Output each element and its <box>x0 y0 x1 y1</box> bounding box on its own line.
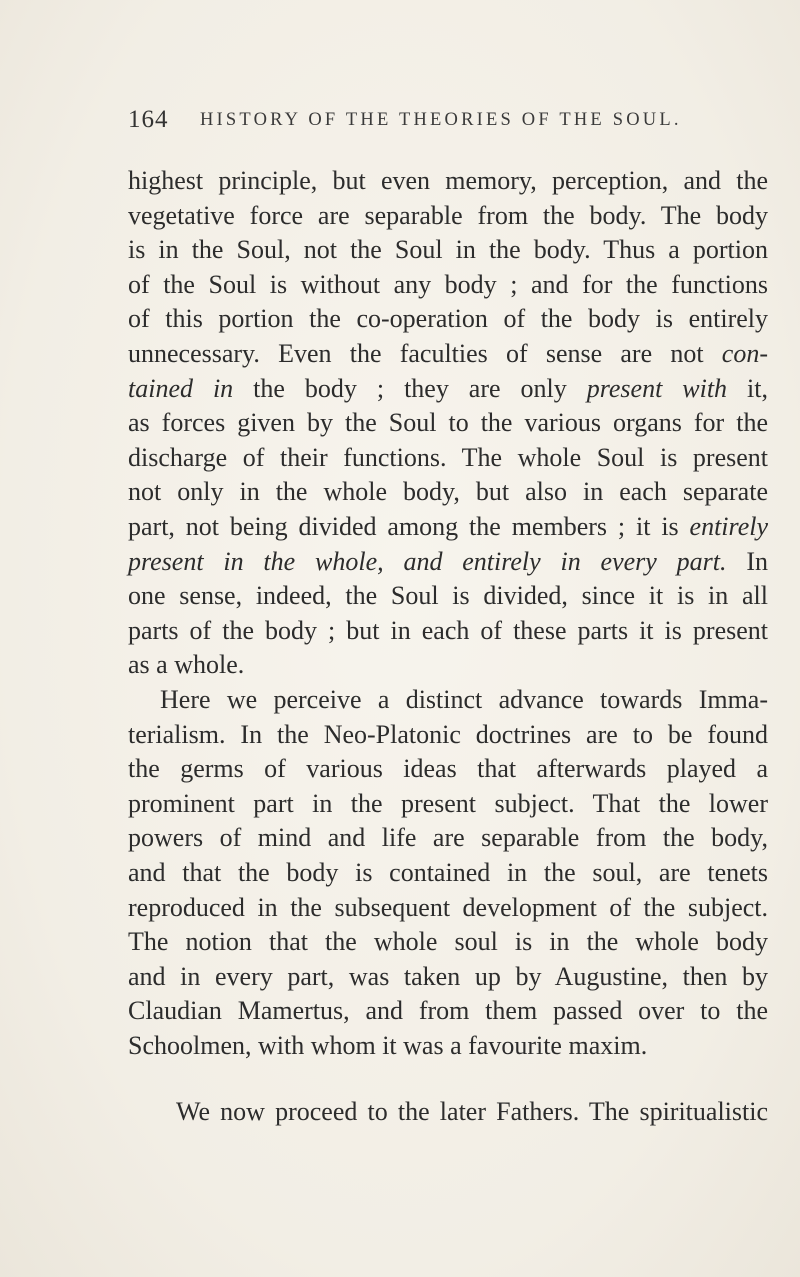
text-line: discharge of their functions. The whole Soul is present <box>128 442 768 472</box>
text-line: prominent part in the present subject. That the lower <box>128 788 768 818</box>
text-line: of this portion the co-operation of the body is entirely <box>128 304 768 334</box>
text-line: highest principle, but even memory, perception, and the <box>128 166 768 195</box>
text-line: terialism. In the Neo-Platonic doctrines are to be found <box>128 719 768 749</box>
text-line: Schoolmen, with whom it was a favourite maxim. <box>128 1031 648 1060</box>
text-line: parts of the body ; but in each of these parts it is present <box>128 615 768 645</box>
text-line: and that the body is contained in the soul, are tenets <box>128 858 768 887</box>
text-line: powers of mind and life are separable from the body, <box>128 823 768 853</box>
text-line: tained in the body ; they are only present with it, <box>128 373 768 403</box>
page-header <box>128 106 768 146</box>
text-line: Claudian Mamertus, and from them passed over to the <box>128 996 768 1026</box>
text-line: reproduced in the subsequent development of the subject. <box>128 892 768 922</box>
text-line: of the Soul is without any body ; and for the functions <box>128 269 768 299</box>
page-number: 164 <box>128 106 169 133</box>
text-line: vegetative force are separable from the body. The body <box>128 200 768 230</box>
text-line: not only in the whole body, but also in each separate <box>128 477 768 507</box>
running-title: HISTORY OF THE THEORIES OF THE SOUL. <box>200 110 682 130</box>
text-line: one sense, indeed, the Soul is divided, since it is in all <box>128 581 768 611</box>
paragraph-start-line: We now proceed to the later Fathers. The spiritualistic <box>176 1097 768 1126</box>
text-line: as forces given by the Soul to the various organs for the <box>128 408 768 438</box>
text-line: is in the Soul, not the Soul in the body. Thus a portion <box>128 235 768 265</box>
text-line: and in every part, was taken up by Augustine, then by <box>128 961 768 991</box>
text-line: present in the whole, and entirely in every part. In <box>128 546 768 576</box>
text-line: the germs of various ideas that afterwards played a <box>128 754 768 784</box>
text-line: The notion that the whole soul is in the whole body <box>128 927 768 957</box>
text-line: as a whole. <box>128 650 245 680</box>
text-line: part, not being divided among the members ; it is entirely <box>128 512 768 541</box>
paragraph-start-line: Here we perceive a distinct advance towards Imma- <box>160 685 768 714</box>
text-line: unnecessary. Even the faculties of sense are not con- <box>128 339 768 368</box>
